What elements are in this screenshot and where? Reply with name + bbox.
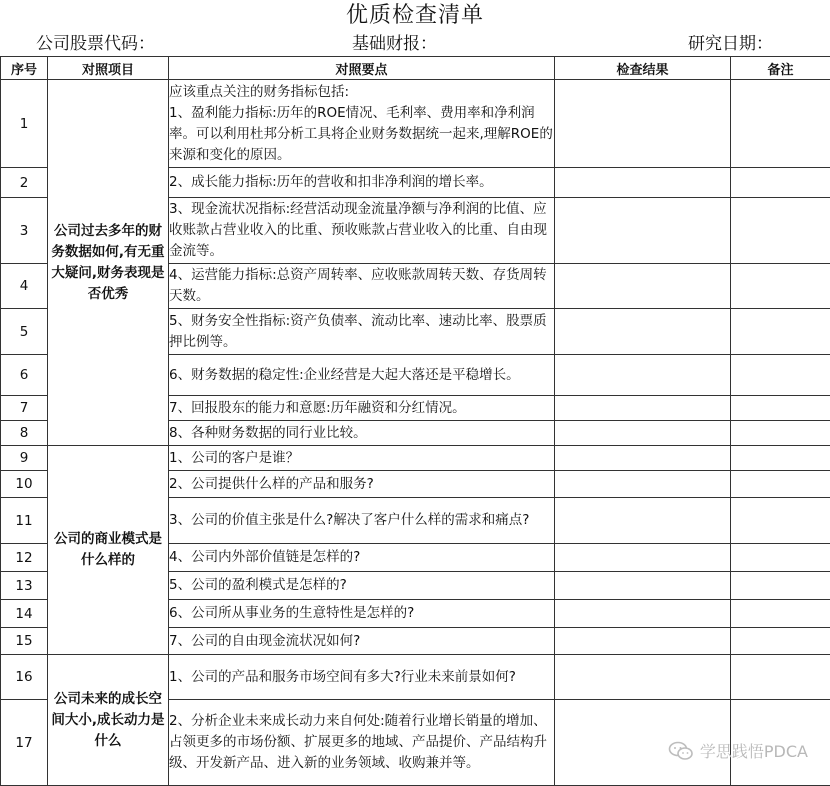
result-cell[interactable] <box>555 355 731 396</box>
note-cell[interactable] <box>731 80 830 168</box>
category-growth-space: 公司未来的成长空间大小,成长动力是什么 <box>48 655 169 786</box>
page-title: 优质检查清单 <box>0 0 830 32</box>
result-cell[interactable] <box>555 396 731 421</box>
watermark-text: 学思践悟PDCA <box>700 739 808 762</box>
row-number: 6 <box>1 355 48 396</box>
check-point: 2、成长能力指标:历年的营收和扣非净利润的增长率。 <box>169 168 555 198</box>
check-point: 4、运营能力指标:总资产周转率、应收账款周转天数、存货周转天数。 <box>169 264 555 309</box>
note-cell[interactable] <box>731 421 830 446</box>
note-cell[interactable] <box>731 198 830 264</box>
result-cell[interactable] <box>555 498 731 544</box>
header-fields <box>0 32 830 57</box>
check-point-intro: 应该重点关注的财务指标包括: <box>169 82 554 103</box>
check-point: 5、公司的盈利模式是怎样的? <box>169 572 555 600</box>
watermark <box>668 739 808 762</box>
note-cell[interactable] <box>731 628 830 655</box>
check-point: 4、公司内外部价值链是怎样的? <box>169 544 555 572</box>
col-header-seq: 序号 <box>1 57 48 80</box>
result-cell[interactable] <box>555 198 731 264</box>
table-row <box>1 446 830 471</box>
check-point: 5、财务安全性指标:资产负债率、流动比率、速动比率、股票质押比例等。 <box>169 309 555 355</box>
result-cell[interactable] <box>555 572 731 600</box>
row-number: 7 <box>1 396 48 421</box>
base-report-label: 基础财报： <box>352 32 437 56</box>
row-number: 11 <box>1 498 48 544</box>
check-point: 1、公司的客户是谁？ <box>169 446 555 471</box>
table-header-row <box>1 57 830 80</box>
check-point: 7、回报股东的能力和意愿:历年融资和分红情况。 <box>169 396 555 421</box>
category-financial-data: 公司过去多年的财务数据如何,有无重大疑问,财务表现是否优秀 <box>48 80 169 446</box>
note-cell[interactable] <box>731 396 830 421</box>
note-cell[interactable] <box>731 471 830 498</box>
result-cell[interactable] <box>555 421 731 446</box>
check-point-text: 1、盈利能力指标:历年的ROE情况、毛利率、费用率和净利润率。可以利用杜邦分析工具将企业财务数据统一起来,理解ROE的来源和变化的原因。 <box>169 103 554 166</box>
table-row <box>1 80 830 168</box>
result-cell[interactable] <box>555 309 731 355</box>
result-cell[interactable] <box>555 655 731 700</box>
result-cell[interactable] <box>555 80 731 168</box>
category-business-model: 公司的商业模式是什么样的 <box>48 446 169 655</box>
note-cell[interactable] <box>731 309 830 355</box>
result-cell[interactable] <box>555 544 731 572</box>
row-number: 15 <box>1 628 48 655</box>
check-point <box>169 80 555 168</box>
research-date-label: 研究日期： <box>688 32 773 56</box>
row-number: 17 <box>1 700 48 786</box>
check-point: 6、财务数据的稳定性:企业经营是大起大落还是平稳增长。 <box>169 355 555 396</box>
col-header-result: 检查结果 <box>555 57 731 80</box>
note-cell[interactable] <box>731 572 830 600</box>
result-cell[interactable] <box>555 168 731 198</box>
result-cell[interactable] <box>555 446 731 471</box>
note-cell[interactable] <box>731 544 830 572</box>
row-number: 3 <box>1 198 48 264</box>
col-header-item: 对照项目 <box>48 57 169 80</box>
check-point: 1、公司的产品和服务市场空间有多大?行业未来前景如何? <box>169 655 555 700</box>
check-point: 7、公司的自由现金流状况如何? <box>169 628 555 655</box>
row-number: 10 <box>1 471 48 498</box>
stock-code-label: 公司股票代码： <box>36 32 155 56</box>
result-cell[interactable] <box>555 471 731 498</box>
check-point: 3、公司的价值主张是什么?解决了客户什么样的需求和痛点? <box>169 498 555 544</box>
row-number: 14 <box>1 600 48 628</box>
result-cell[interactable] <box>555 628 731 655</box>
note-cell[interactable] <box>731 355 830 396</box>
checklist-table <box>0 56 830 786</box>
row-number: 5 <box>1 309 48 355</box>
row-number: 1 <box>1 80 48 168</box>
check-point: 8、各种财务数据的同行业比较。 <box>169 421 555 446</box>
note-cell[interactable] <box>731 498 830 544</box>
note-cell[interactable] <box>731 655 830 700</box>
table-row <box>1 655 830 700</box>
check-point: 6、公司所从事业务的生意特性是怎样的? <box>169 600 555 628</box>
row-number: 2 <box>1 168 48 198</box>
row-number: 9 <box>1 446 48 471</box>
note-cell[interactable] <box>731 446 830 471</box>
row-number: 8 <box>1 421 48 446</box>
note-cell[interactable] <box>731 600 830 628</box>
check-point: 2、分析企业未来成长动力来自何处:随着行业增长销量的增加、占领更多的市场份额、扩展更多的地域、产品提价、产品结构升级、开发新产品、进入新的业务领域、收购兼并等。 <box>169 700 555 786</box>
row-number: 16 <box>1 655 48 700</box>
note-cell[interactable] <box>731 264 830 309</box>
wechat-icon <box>668 741 694 761</box>
result-cell[interactable] <box>555 264 731 309</box>
row-number: 4 <box>1 264 48 309</box>
row-number: 12 <box>1 544 48 572</box>
check-point: 2、公司提供什么样的产品和服务? <box>169 471 555 498</box>
row-number: 13 <box>1 572 48 600</box>
check-point: 3、现金流状况指标:经营活动现金流量净额与净利润的比值、应收账款占营业收入的比重、预收账款占营业收入的比重、自由现金流等。 <box>169 198 555 264</box>
result-cell[interactable] <box>555 600 731 628</box>
col-header-note: 备注 <box>731 57 830 80</box>
col-header-points: 对照要点 <box>169 57 555 80</box>
note-cell[interactable] <box>731 168 830 198</box>
